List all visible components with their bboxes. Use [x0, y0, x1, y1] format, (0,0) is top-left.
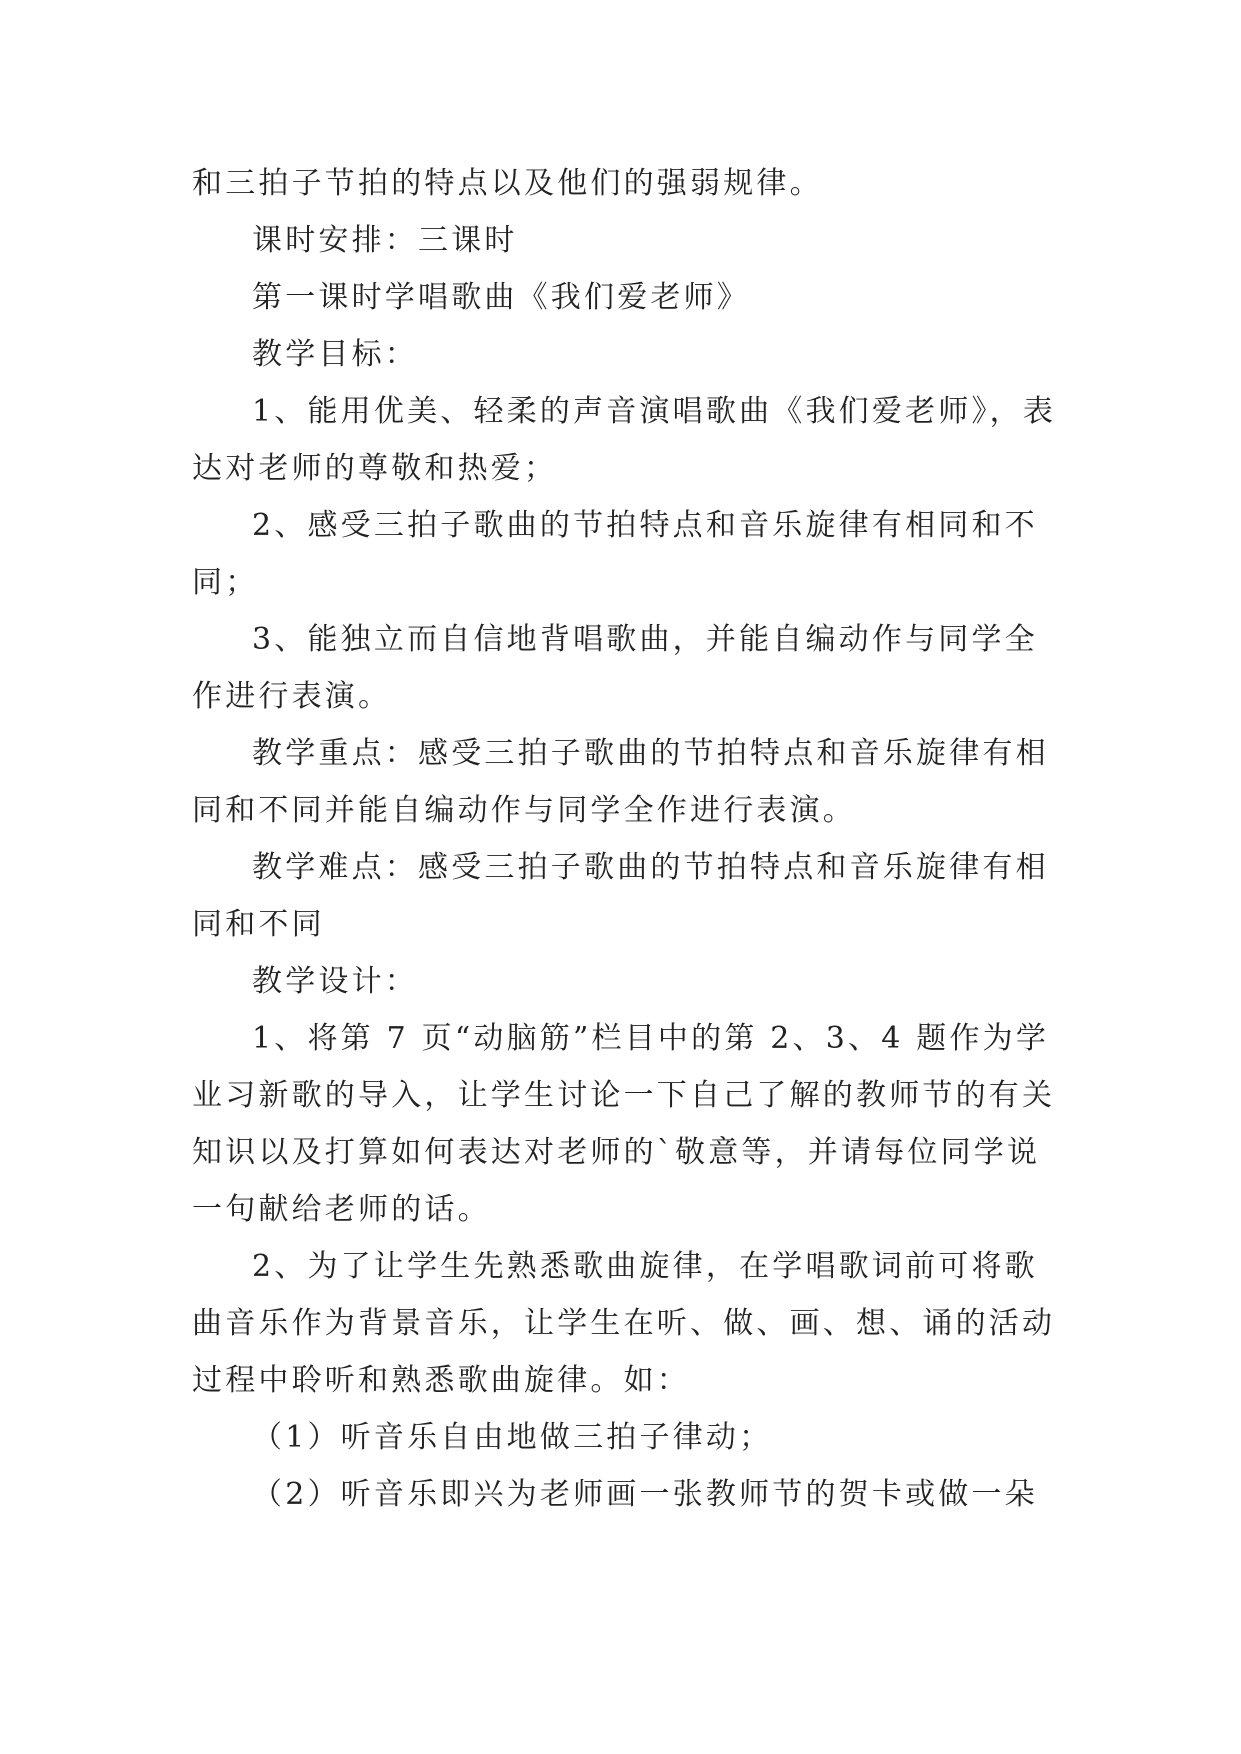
- text-line-10: 作进行表演。: [192, 679, 392, 714]
- text-line-21: 曲音乐作为背景音乐，让学生在听、做、画、想、诵的活动: [192, 1306, 1056, 1341]
- text-line-14: 同和不同: [192, 907, 325, 942]
- text-line-1: 和三拍子节拍的特点以及他们的强弱规律。: [192, 166, 823, 201]
- text-line-9: 3、能独立而自信地背唱歌曲，并能自编动作与同学全: [252, 622, 1038, 657]
- text-line-12: 同和不同并能自编动作与同学全作进行表演。: [192, 793, 856, 828]
- text-line-20: 2、为了让学生先熟悉歌曲旋律，在学唱歌词前可将歌: [252, 1249, 1038, 1284]
- text-line-22: 过程中聆听和熟悉歌曲旋律。如：: [192, 1363, 690, 1398]
- text-line-23: （1）听音乐自由地做三拍子律动；: [252, 1420, 773, 1455]
- text-line-4: 教学目标：: [252, 337, 418, 372]
- text-line-3: 第一课时学唱歌曲《我们爱老师》: [252, 280, 750, 315]
- text-line-16: 1、将第 7 页“动脑筋”栏目中的第 2、3、4 题作为学: [252, 1021, 1050, 1056]
- text-line-7: 2、感受三拍子歌曲的节拍特点和音乐旋律有相同和不: [252, 508, 1038, 543]
- text-line-13: 教学难点：感受三拍子歌曲的节拍特点和音乐旋律有相: [252, 850, 1049, 885]
- text-line-24: （2）听音乐即兴为老师画一张教师节的贺卡或做一朵: [252, 1477, 1038, 1512]
- text-line-5: 1、能用优美、轻柔的声音演唱歌曲《我们爱老师》，表: [252, 394, 1057, 429]
- text-line-17: 业习新歌的导入，让学生讨论一下自己了解的教师节的有关: [192, 1078, 1056, 1113]
- text-line-6: 达对老师的尊敬和热爱；: [192, 451, 558, 486]
- text-line-11: 教学重点：感受三拍子歌曲的节拍特点和音乐旋律有相: [252, 736, 1049, 771]
- text-line-2: 课时安排：三课时: [252, 223, 518, 258]
- text-line-19: 一句献给老师的话。: [192, 1192, 491, 1227]
- text-line-18: 知识以及打算如何表达对老师的`敬意等，并请每位同学说: [192, 1135, 1041, 1170]
- text-line-8: 同；: [192, 565, 259, 600]
- text-line-15: 教学设计：: [252, 964, 418, 999]
